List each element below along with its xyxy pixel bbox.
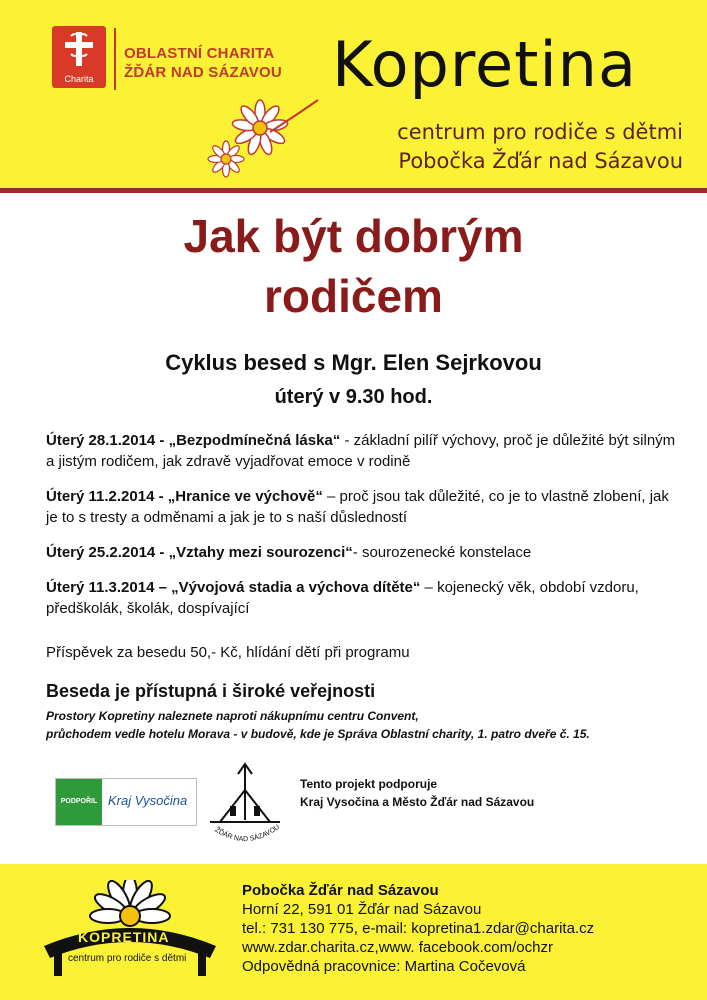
daisy-icon — [204, 140, 254, 178]
footer-branch: Pobočka Žďár nad Sázavou — [242, 882, 439, 899]
header-divider — [0, 188, 707, 193]
event-topic: „Hranice ve výchově“ — [167, 488, 323, 505]
directions-line1: Prostory Kopretiny naleznete naproti nákupnímu centru Convent, — [46, 709, 419, 723]
city-logo-text: ŽĎÁR NAD SÁZAVOU — [213, 823, 282, 844]
footer-responsible: Odpovědná pracovnice: Martina Cočevová — [242, 958, 526, 975]
directions-line2: průchodem vedle hotelu Morava - v budově, kde je Správa Oblastní charity, 1. patro dveře č. 15. — [46, 727, 590, 741]
support-line1: Tento projekt podporuje — [300, 777, 438, 791]
caritas-logo-text: Charita — [64, 74, 94, 84]
fee-text: Příspěvek za besedu 50,- Kč, hlídání dětí při programu — [46, 644, 410, 661]
footer-address: Horní 22, 591 01 Žďár nad Sázavou — [242, 901, 482, 918]
vysocina-name: Kraj Vysočina — [108, 793, 188, 808]
event-list — [46, 430, 676, 633]
event-topic: „Vývojová stadia a výchova dítěte“ — [171, 579, 421, 596]
support-line2: Kraj Vysočina a Město Žďár nad Sázavou — [300, 795, 535, 809]
subtitle: Cyklus besed s Mgr. Elen Sejrkovou — [165, 350, 542, 375]
footer-contact-info: tel.: 731 130 775, e-mail: kopretina1.zdar@charita.cz — [242, 920, 595, 937]
event-desc: - základní pilíř výchovy, proč je důležité být silným a jistým rodičem, jak zdravě vyjadřovat emoce v rodině — [46, 432, 676, 470]
brand-name: Kopretina — [332, 28, 637, 101]
tagline-line1: centrum pro rodiče s dětmi — [397, 120, 683, 144]
list-item — [46, 486, 676, 528]
logo-divider — [114, 28, 116, 90]
tagline — [397, 118, 683, 176]
event-desc: - sourozenecké konstelace — [352, 544, 532, 561]
footer-contact — [242, 881, 594, 976]
public-notice: Beseda je přístupná i široké veřejnosti — [46, 681, 376, 701]
event-desc: – kojenecký věk, období vzdoru, předškolák, školák, dospívající — [46, 579, 639, 617]
event-date: Úterý 28.1.2014 - — [46, 432, 169, 449]
list-item — [46, 542, 676, 563]
caritas-cross-icon — [65, 32, 93, 66]
event-date: Úterý 11.3.2014 – — [46, 579, 172, 596]
footer-web: www.zdar.charita.cz,www. facebook.com/ochzr — [242, 939, 553, 956]
city-logo — [200, 760, 290, 848]
page-title — [0, 206, 707, 326]
org-name-line2: ŽĎÁR NAD SÁZAVOU — [124, 64, 282, 81]
org-name-line1: OBLASTNÍ CHARITA — [124, 45, 275, 62]
title-line2: rodičem — [264, 270, 443, 322]
directions — [46, 707, 590, 743]
footer-logo-tagline: centrum pro rodiče s dětmi — [68, 953, 187, 964]
caritas-logo — [52, 26, 106, 88]
event-topic: „Vztahy mezi sourozenci“ — [168, 544, 353, 561]
list-item — [46, 430, 676, 472]
vysocina-small-label: PODPOŘIL — [56, 779, 102, 825]
event-date: Úterý 25.2.2014 - — [46, 544, 169, 561]
tagline-line2: Pobočka Žďár nad Sázavou — [398, 149, 683, 173]
time-info: úterý v 9.30 hod. — [274, 386, 433, 408]
event-desc: – proč jsou tak důležité, co je to vlastně zlobení, jak je to s tresty a odměnami a jak je to s naší důsledností — [46, 488, 669, 526]
event-date: Úterý 11.2.2014 - — [46, 488, 168, 505]
event-topic: „Bezpodmínečná láska“ — [168, 432, 341, 449]
organization-name — [124, 44, 282, 82]
title-line1: Jak být dobrým — [183, 210, 524, 262]
support-note — [300, 775, 534, 811]
list-item — [46, 577, 676, 619]
footer-logo-title: KOPRETINA — [78, 929, 170, 945]
kraj-vysocina-logo — [55, 778, 197, 826]
